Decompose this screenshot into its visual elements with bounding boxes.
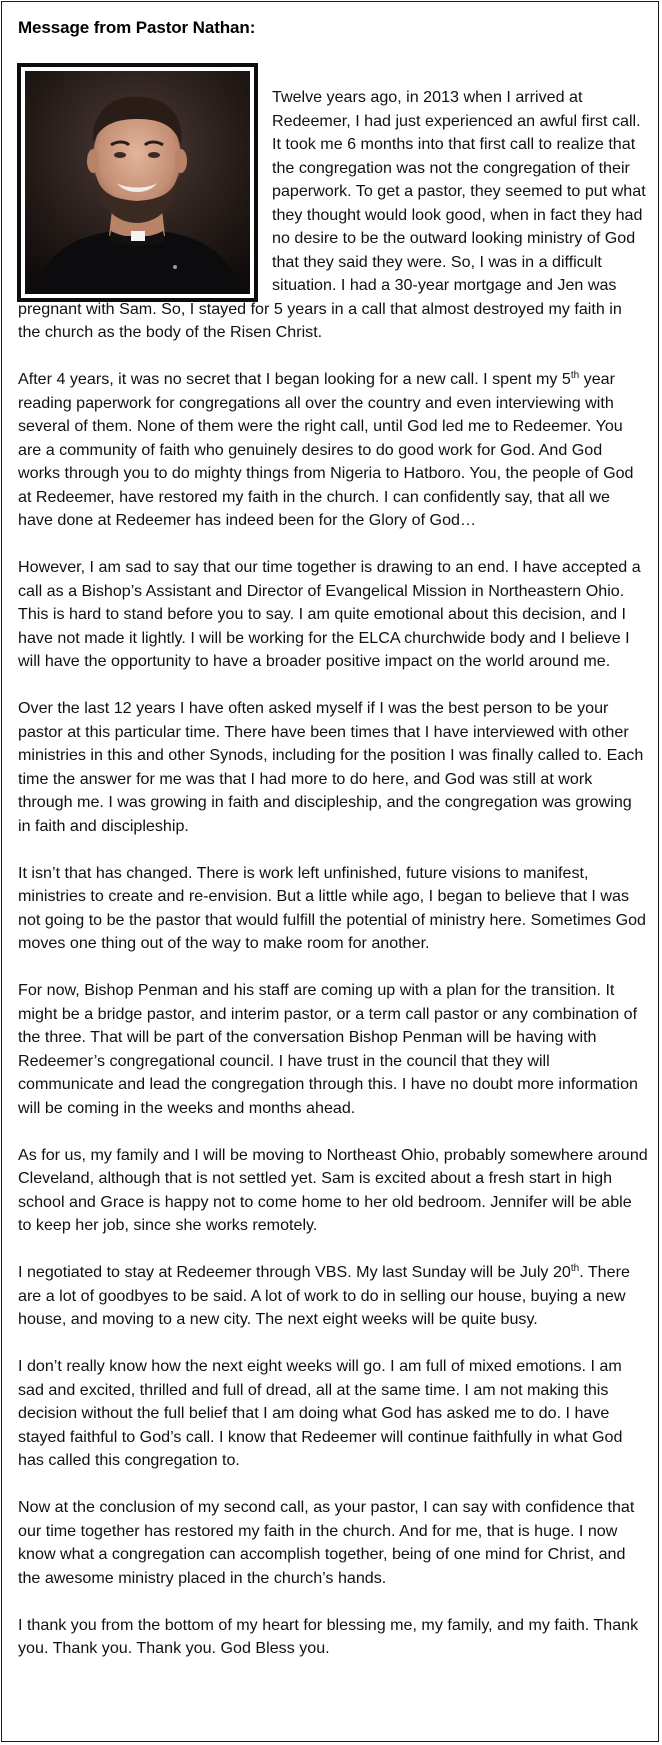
paragraph: It isn’t that has changed. There is work left unfinished, future visions to manifest, ministries to create and re-envision. But a little while ago, I began to believe that I was not going to be the pastor that would fulfill the potential of ministry here. Sometimes God moves one thing out of the way to make room for another.	[18, 863, 647, 952]
paragraph: As for us, my family and I will be moving to Northeast Ohio, probably somewhere around Cleveland, although that is not settled yet. Sam is excited about a fresh start in high school and Grace is happy not to come home to her old bedroom. Jennifer will be able to keep her job, since she works remotely.	[18, 1145, 648, 1234]
paragraph-text: After 4 years, it was no secret that I began looking for a new call. I spent my 5	[18, 370, 571, 388]
ordinal-suffix: th	[570, 370, 580, 381]
ordinal-suffix: th	[570, 1263, 580, 1274]
paragraph-text: year reading paperwork for congregations all over the country and even interviewing with several of them. None of them were the right call, until God led me to Redeemer. You are a community of faith who genuinely desires to do good work for God. And God works through you to do mighty things from Nigeria to Hatboro. You, the people of God at Redeemer, have restored my faith in the church. I can confidently say, that all we have done at Redeemer has indeed been for the Glory of God…	[18, 370, 634, 529]
message-heading: Message from Pastor Nathan:	[18, 18, 256, 37]
paragraph: I thank you from the bottom of my heart for blessing me, my family, and my faith. Thank you. Thank you. Thank you. God Bless you.	[18, 1615, 639, 1657]
paragraph-text: I negotiated to stay at Redeemer through VBS. My last Sunday will be July 20	[18, 1263, 571, 1281]
message-body	[18, 86, 648, 1684]
paragraph: For now, Bishop Penman and his staff are coming up with a plan for the transition. It might be a bridge pastor, and interim pastor, or a term call pastor or any combination of the three. That will be part of the conversation Bishop Penman will be having with Redeemer’s congregational council. I have trust in the council that they will communicate and lead the congregation through this. I have no doubt more information will be coming in the weeks and months ahead.	[18, 981, 638, 1117]
photo-text-wrap-spacer	[18, 63, 272, 285]
paragraph: Twelve years ago, in 2013 when I arrived at Redeemer, I had just experienced an awful first call. It took me 6 months into that first call to realize that the congregation was not the congregation of their paperwork. To get a pastor, they seemed to put what they thought would look good, when in fact they had no desire to be the outward looking ministry of God that they said they were. So, I was in a difficult situation. I had a 30-year mortgage and Jen was pregnant with Sam. So, I stayed for 5 years in a call that almost destroyed my faith in the church as the body of the Risen Christ.	[18, 88, 646, 341]
paragraph-text: . There are a lot of goodbyes to be said. A lot of work to do in selling our house, buying a new house, and moving to a new city. The next eight weeks will be quite busy.	[18, 1263, 630, 1328]
newsletter-frame	[1, 1, 659, 1742]
paragraph	[18, 1261, 648, 1332]
paragraph	[18, 368, 648, 533]
paragraph: Now at the conclusion of my second call, as your pastor, I can say with confidence that our time together has restored my faith in the church. And for me, that is huge. I now know what a congregation can accomplish together, being of one mind for Christ, and the awesome ministry placed in the church’s hands.	[18, 1498, 635, 1587]
paragraph: However, I am sad to say that our time together is drawing to an end. I have accepted a call as a Bishop’s Assistant and Director of Evangelical Mission in Northeastern Ohio. This is hard to stand before you to say. I am quite emotional about this decision, and I have not made it lightly. I will be working for the ELCA churchwide body and I believe I will have the opportunity to have a broader positive impact on the world around me.	[18, 558, 641, 670]
paragraph: Over the last 12 years I have often asked myself if I was the best person to be your pastor at this particular time. There have been times that I have interviewed with other ministries in this and other Synods, including for the position I was finally called to. Each time the answer for me was that I had more to do here, and God was still at work through me. I was growing in faith and discipleship, and the congregation was growing in faith and discipleship.	[18, 699, 644, 835]
paragraph: I don’t really know how the next eight weeks will go. I am full of mixed emotions. I am sad and excited, thrilled and full of dread, all at the same time. I am not making this decision without the full belief that I am doing what God has asked me to do. I have stayed faithful to God’s call. I know that Redeemer will continue faithfully in what God has called this congregation to.	[18, 1357, 623, 1469]
